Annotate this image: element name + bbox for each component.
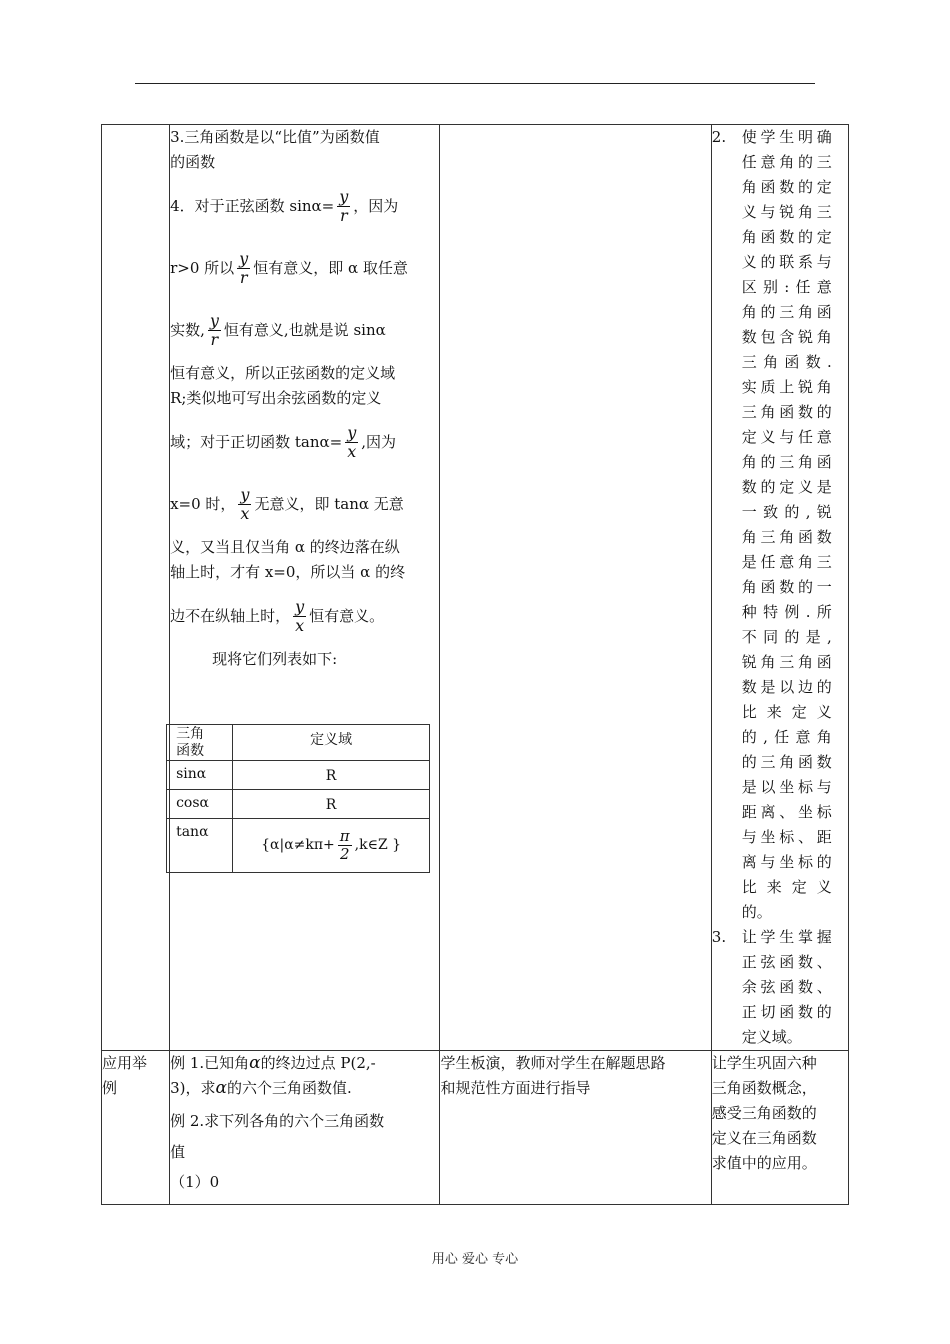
- text-line: 锐角三角函: [741, 653, 832, 671]
- content-cell: [170, 125, 440, 1051]
- list-item: 3. 让学生掌握 正弦函数、 余弦函数、 正切函数的 定义域。: [712, 925, 848, 1050]
- text-line: 比 来 定 义: [741, 703, 832, 721]
- table-row: [167, 761, 430, 790]
- domain-cell: {α|α≠kπ+ $\frac{\pi}{2}$ ,k∈Z }: [233, 819, 430, 873]
- text-line: （1）0: [170, 1173, 220, 1191]
- fraction-y-over-r: $\frac{y}{r}$: [339, 186, 349, 225]
- text-line: 义，又当且仅当角 α 的终边落在纵: [170, 538, 400, 556]
- activity-cell: [440, 1051, 711, 1205]
- text-line: 角函数的定: [741, 178, 832, 196]
- text-line: 区别:任意: [741, 278, 832, 296]
- text-line: 现将它们列表如下:: [212, 650, 338, 668]
- intent-cell: [711, 125, 848, 1051]
- text-line: 和规范性方面进行指导: [440, 1079, 591, 1097]
- text-line: 正弦函数、: [741, 953, 832, 971]
- text-line: x=0 时， $\frac{y}{x}$ 无意义，即 tanα 无意: [170, 484, 404, 523]
- text-line: 是任意角三: [741, 553, 832, 571]
- text-line: 边不在纵轴上时， $\frac{y}{x}$ 恒有意义。: [170, 596, 385, 635]
- text-line: 是以坐标与: [741, 778, 832, 796]
- fraction-y-over-x: $\frac{y}{x}$: [295, 596, 305, 635]
- text-line: 比 来 定 义: [741, 878, 832, 896]
- text-line: 的函数: [170, 153, 216, 171]
- text-line: 离与坐标的: [741, 853, 832, 871]
- text-line: 例 1.已知角α的终边过点 P(2,-: [170, 1053, 376, 1073]
- text-line: 4．对于正弦函数 sinα= $\frac{y}{r}$ ，因为: [170, 186, 399, 225]
- text-line: 定义域。: [741, 1028, 802, 1046]
- table-row: [167, 819, 430, 873]
- text-line: 值: [170, 1143, 186, 1161]
- text-line: 三角函数.: [741, 353, 832, 371]
- text-line: 与坐标、距: [741, 828, 832, 846]
- text-line: R;类似地可写出余弦函数的定义: [170, 389, 382, 407]
- text-line: 学生板演，教师对学生在解题思路: [440, 1054, 666, 1072]
- text-line: 不同的是,: [741, 628, 832, 646]
- header-cell: 三角 函数: [167, 725, 233, 761]
- text-line: 数的定义是: [741, 478, 832, 496]
- text-line: 让学生掌握: [741, 928, 832, 946]
- text-line: 角函数的一: [741, 578, 832, 596]
- text-line: 三角函数概念，: [711, 1079, 817, 1097]
- header-cell: 定义域: [233, 725, 430, 761]
- text-line: 任意角的三: [741, 153, 832, 171]
- activity-cell: [440, 125, 711, 1051]
- text-line: 使学生明确: [741, 128, 832, 146]
- text-line: r>0 所以 $\frac{y}{r}$ 恒有意义，即 α 取任意: [170, 248, 408, 287]
- table-row: [167, 725, 430, 761]
- header-rule: [135, 83, 815, 84]
- function-cell: tanα: [167, 819, 233, 873]
- text-line: 恒有意义，所以正弦函数的定义域: [170, 364, 396, 382]
- text-line: 定义与任意: [741, 428, 832, 446]
- intent-list: [712, 125, 848, 1050]
- intent-cell: [711, 1051, 848, 1205]
- text-line: 例 2.求下列各角的六个三角函数: [170, 1112, 385, 1130]
- table-row: [102, 125, 849, 1051]
- text-line: 余弦函数、: [741, 978, 832, 996]
- text-line: 义与锐角三: [741, 203, 832, 221]
- stage-cell: [102, 125, 170, 1051]
- fraction-y-over-r: $\frac{y}{r}$: [239, 248, 249, 287]
- text-line: 3)，求α的六个三角函数值.: [170, 1078, 352, 1098]
- text-line: 定义在三角函数: [711, 1129, 817, 1147]
- stage-cell: 应用举 例: [102, 1051, 170, 1205]
- function-cell: sinα: [167, 761, 233, 790]
- text-line: 距离、坐标: [741, 803, 832, 821]
- text-line: 求值中的应用。: [711, 1154, 817, 1172]
- text-line: 一致的,锐: [741, 503, 832, 521]
- text-line: 让学生巩固六种: [711, 1054, 817, 1072]
- text-line: 正切函数的: [741, 1003, 832, 1021]
- text-line: 的三角函数: [741, 753, 832, 771]
- function-cell: cosα: [167, 790, 233, 819]
- text-line: 角函数的定: [741, 228, 832, 246]
- text-line: 角的三角函: [741, 303, 832, 321]
- page-footer: 用心 爱心 专心: [431, 1252, 519, 1267]
- list-item: 2. 使学生明确 任意角的三 角函数的定 义与锐角三 角函数的定 义的联系与 区别:任意 角的三角函 数包含锐角 三角函数. 实质上锐角 三角函数的 定义与任意 角的三角函 数的定义是 一致的,锐 角三角函数 是任意角三 角函数的一 种特例.所 不同的是, 锐角三角函 数是以边的 比 来 定 义 的,任意角 的三角函数 是以坐标与 距离、坐标 与坐标、距 离与坐标的 比 来 定 义 的。: [712, 125, 848, 925]
- fraction-y-over-x: $\frac{y}{x}$: [240, 484, 250, 523]
- domain-cell: R: [233, 790, 430, 819]
- text-line: 实数, $\frac{y}{r}$ 恒有意义,也就是说 sinα: [170, 310, 386, 349]
- text-line: 的,任意角: [741, 728, 832, 746]
- text-line: 数是以边的: [741, 678, 832, 696]
- text-line: 轴上时，才有 x=0，所以当 α 的终: [170, 563, 406, 581]
- text-line: 实质上锐角: [741, 378, 832, 396]
- text-line: 数包含锐角: [741, 328, 832, 346]
- text-line: 域；对于正切函数 tanα= $\frac{y}{x}$ ,因为: [170, 422, 397, 461]
- fraction-y-over-x: $\frac{y}{x}$: [347, 422, 357, 461]
- text-line: 义的联系与: [741, 253, 832, 271]
- text-line: 种特例.所: [741, 603, 832, 621]
- fraction-pi-over-2: $\frac{\pi}{2}$: [339, 826, 350, 863]
- content-cell: [170, 1051, 440, 1205]
- fraction-y-over-r: $\frac{y}{r}$: [209, 310, 219, 349]
- text-line: 角三角函数: [741, 528, 832, 546]
- text-line: 3.三角函数是以“比值”为函数值: [170, 128, 380, 146]
- text-line: 感受三角函数的: [711, 1104, 817, 1122]
- table-row: [167, 790, 430, 819]
- text-line: 三角函数的: [741, 403, 832, 421]
- text-line: 角的三角函: [741, 453, 832, 471]
- domain-cell: R: [233, 761, 430, 790]
- table-row: [102, 1051, 849, 1205]
- text-line: 的。: [741, 903, 772, 921]
- domain-table: [166, 724, 430, 873]
- lesson-table: [101, 124, 849, 1205]
